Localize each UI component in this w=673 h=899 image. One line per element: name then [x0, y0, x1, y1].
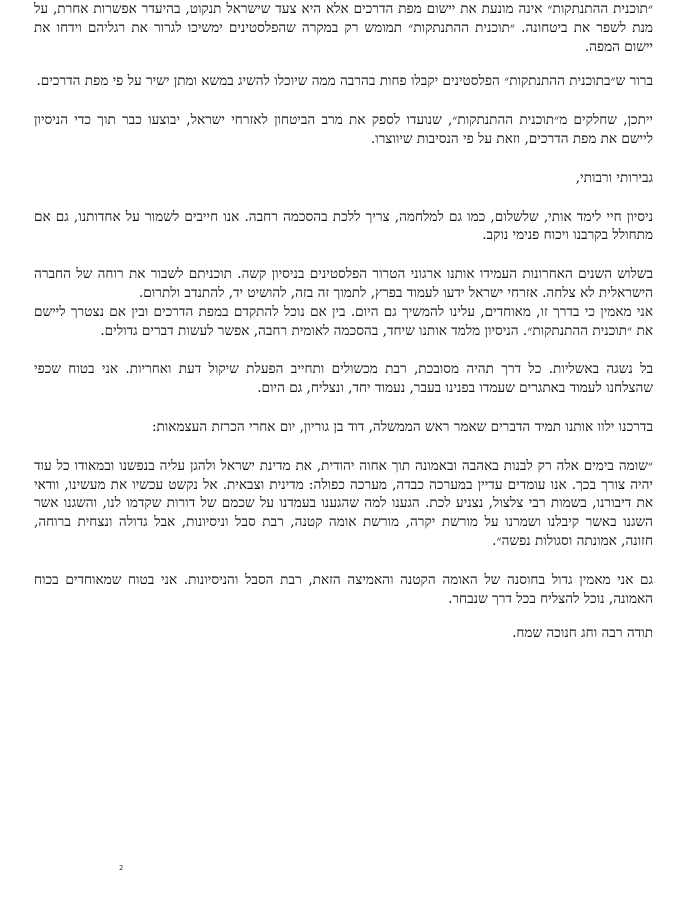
paragraph-three-years: בשלוש השנים האחרונות העמידו אותנו ארגוני הטרור הפלסטינים בניסיון קשה. תוכניתם לשבור את רוחה של החברה הישראלית לא צלחה. אזרחי ישראל ידעו לעמוד בפרץ, לתמוך זה בזה, להושיט יד, להתנדב ולתרום.	[34, 266, 653, 301]
paragraph-unity: ניסיון חיי לימד אותי, שלשלום, כמו גם למלחמה, צריך ללכת בהסכמה רחבה. אנו חייבים לשמור על אחדותנו, גם אם מתחולל בקרבנו ויכוח פנימי נוקב.	[34, 208, 653, 244]
paragraph-palestinians-receive-less: ברור ש״בתוכנית ההתנתקות״ הפלסטינים יקבלו פחות בהרבה ממה שיוכלו להשיג במשא ומתן ישיר על פי מפת הדרכים.	[36, 73, 653, 90]
paragraph-salutation: גבירותי ורבותי,	[575, 169, 653, 186]
paragraph-parts-of-plan: ייתכן, שחלקים מ״תוכנית ההתנתקות״, שנועדו לספק את מרב הביטחון לאזרחי ישראל, יבוצעו כבר תוך כדי הניסיון ליישם את מפת הדרכים, וזאת על פי הנסיבות שיווצרו.	[34, 112, 653, 147]
paragraph-disengagement-plan: ״תוכנית ההתנתקות״ אינה מונעת את יישום מפת הדרכים אלא היא צעד שישראל תנקוט, בהיעדר אפשרות אחרת, על מנת לשפר את ביטחונה. ״תוכנית ההתנתקות״ תמומש רק במקרה שהפלסטינים ימשיכו לגרור את רגליהם וידחו את יישום המפה.	[34, 1, 653, 55]
paragraph-great-believer: גם אני מאמין גדול בחוסנה של האומה הקטנה והאמיצה הזאת, רבת הסבל והניסיונות. אני בטוח שמאוחדים בכוח האמונה, נוכל להצליח בכל דרך שנבחר.	[34, 571, 653, 607]
document-body	[34, 0, 653, 643]
paragraph-no-illusions: בל נשגה באשליות. כל דרך תהיה מסובכת, רבת מכשולים ותחייב הפעלת שיקול דעת ואחריות. אני בטוח שכפי שהצלחנו לעמוד באתגרים שעמדו בפנינו בעבר, נעמוד יחד, ונצליח, גם היום.	[34, 361, 653, 397]
page-number: 2	[119, 864, 124, 872]
paragraph-closing: תודה רבה וחג חנוכה שמח.	[512, 625, 653, 642]
paragraph-believe-united: אני מאמין כי בדרך זו, מאוחדים, עלינו להמשיך גם היום. בין אם נוכל להתקדם במפת הדרכים ובין אם נצטרך ליישם את ״תוכנית ההתנתקות״. הניסיון מלמד אותנו שיחד, בהסכמה לאומית רחבה, אפשר לעשות דברים גדולים.	[34, 303, 653, 339]
paragraph-ben-gurion-intro: בדרכנו ילוו אותנו תמיד הדברים שאמר ראש הממשלה, דוד בן גוריון, יום אחרי הכרזת העצמאות:	[151, 418, 653, 435]
paragraph-ben-gurion-quote: ״שומה בימים אלה רק לבנות באהבה ובאמונה תוך אחוה יהודית, את מדינת ישראל ולהגן עליה בנפשנו ובמאודו כל עוד יהיה צורך בכך. אנו עומדים עדיין במערכה כבדה, מערכה כפולה: מדינית וצבאית. אל נקשט עכשיו את מעשינו, וודאי את דיבורנו, בשמות רבי צלצול, נצניע לכת. הגענו למה שהגענו בעמדנו על שכמם של דורות שקדמו לנו, והשגנו אשר השגנו באשר קיבלנו ושמרנו על מורשת יקרה, מורשת אומה קטנה, רבת סבל וניסיונות, אבל גדולה ונצחית ברוחה, חזונה, אמונתה וסגולות נפשה״.	[34, 457, 653, 549]
